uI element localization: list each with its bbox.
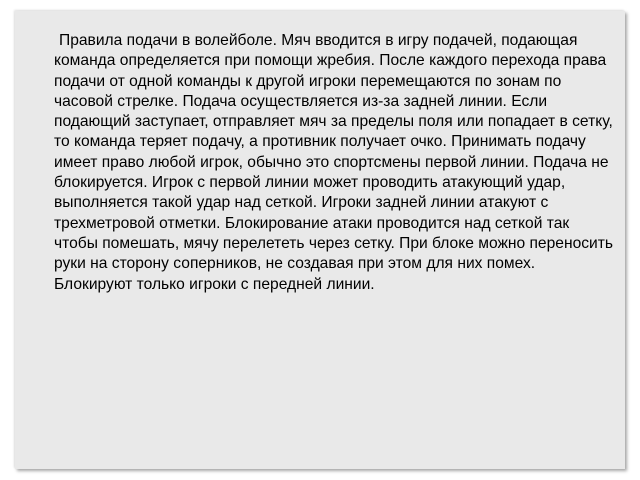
slide-body-text: Правила подачи в волейболе. Мяч вводится в игру подачей, подающая команда определяется при помощи жребия. После каждого перехода права подачи от одной команды к другой игроки перемещаются по зонам по часовой стрелке. Подача осуществляется из-за задней линии. Если подающий заступает, отправляет мяч за пределы поля или попадает в сетку, то команда теряет подачу, а противник получает очко. Принимать подачу имеет право любой игрок, обычно это спортсмены первой линии. Подача не блокируется. Игрок с первой линии может проводить атакующий удар, выполняется такой удар над сеткой. Игроки задней линии атакуют с трехметровой отметки. Блокирование атаки проводится над сеткой так чтобы помешать, мячу перелететь через сетку. При блоке можно переносить руки на сторону соперников, не создавая при этом для них помех. Блокируют только игроки с передней линии. (54, 32, 614, 293)
